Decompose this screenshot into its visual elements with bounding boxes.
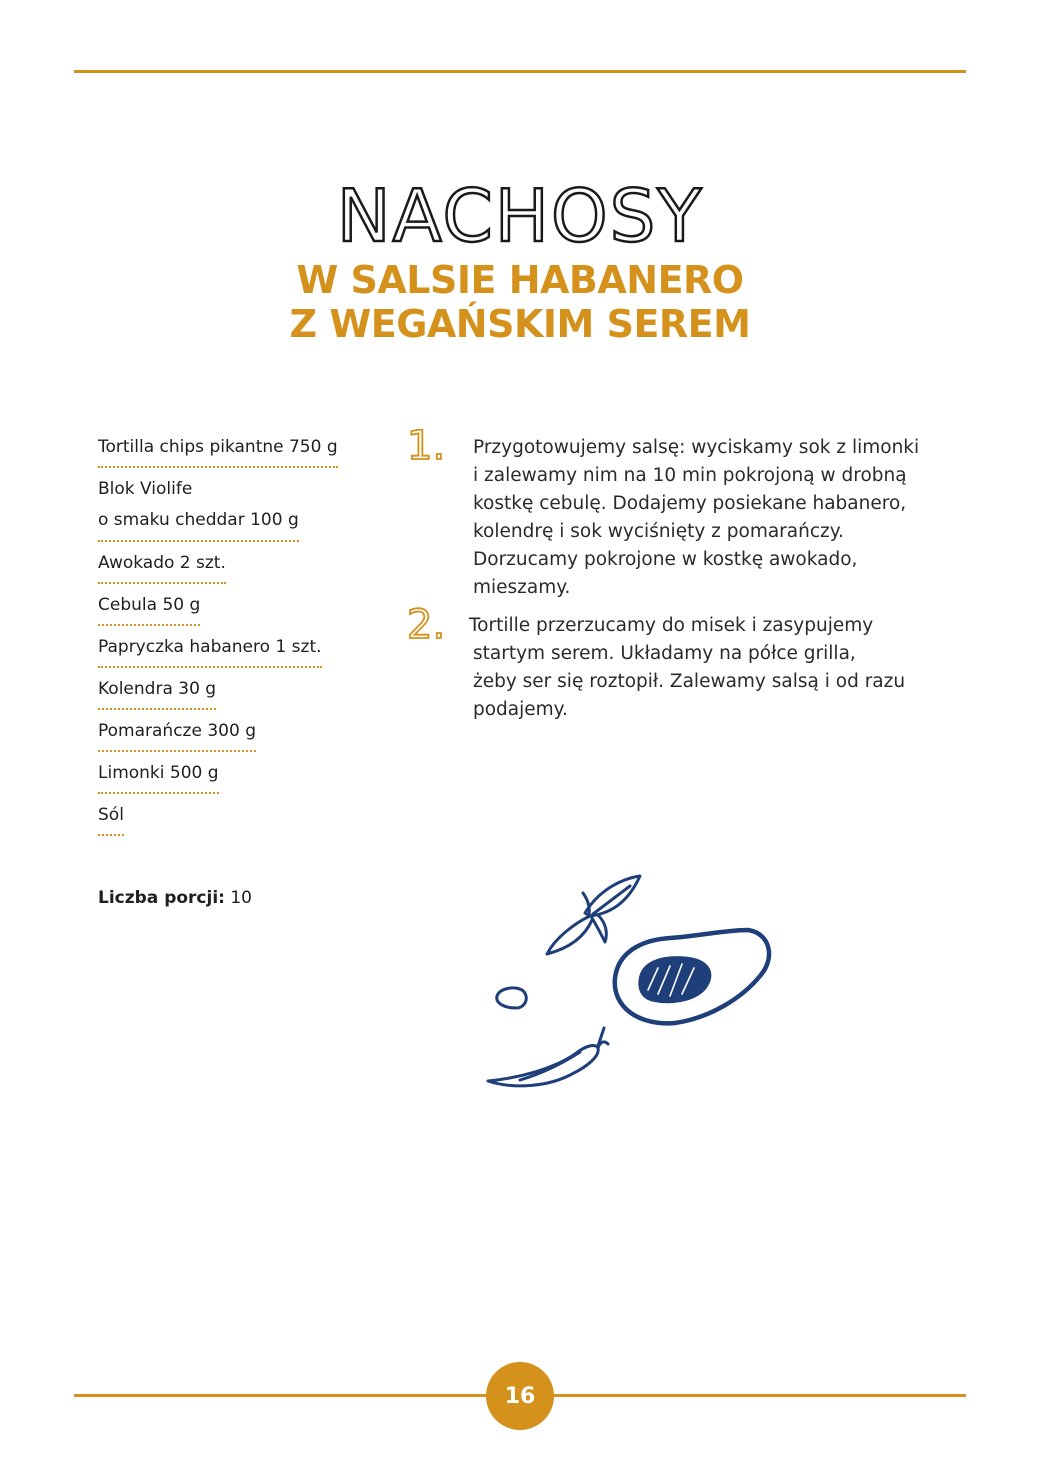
step-line: kostkę cebulę. Dodajemy posiekane habanero, — [473, 493, 907, 514]
ingredient-item: Pomarańcze 300 g — [98, 716, 256, 752]
step-2-text — [469, 612, 929, 724]
step-line: Tortille przerzucamy do misek i zasypujemy — [469, 615, 874, 636]
recipe-subtitle-line-1: W SALSIE HABANERO — [296, 258, 744, 302]
ingredient-item: Papryczka habanero 1 szt. — [98, 632, 322, 668]
step-line: i zalewamy nim na 10 min pokrojoną w drobną — [473, 465, 907, 486]
servings — [98, 884, 252, 912]
recipe-title: NACHOSY — [336, 174, 704, 258]
step-number-1: 1. — [407, 423, 446, 469]
step-line: Przygotowujemy salsę: wyciskamy sok z limonki — [473, 437, 920, 458]
step-line: mieszamy. — [473, 577, 571, 598]
step-number-2: 2. — [407, 602, 446, 648]
ingredient-item-line: o smaku cheddar 100 g — [98, 510, 299, 530]
avocado-icon — [615, 930, 769, 1023]
ingredients-list — [98, 432, 358, 842]
ingredient-item — [98, 474, 299, 542]
ingredient-item-line: Blok Violife — [98, 479, 193, 499]
servings-label: Liczba porcji: — [98, 888, 225, 908]
ingredient-item: Cebula 50 g — [98, 590, 200, 626]
ingredient-item: Limonki 500 g — [98, 758, 219, 794]
servings-value: 10 — [230, 888, 252, 908]
step-line: startym serem. Układamy na półce grilla, — [473, 643, 856, 664]
food-illustration — [480, 868, 790, 1098]
chili-pepper-icon — [488, 1028, 608, 1086]
ingredient-item: Tortilla chips pikantne 750 g — [98, 432, 338, 468]
step-line: Dorzucamy pokrojone w kostkę awokado, — [473, 549, 858, 570]
step-line: kolendrę i sok wyciśnięty z pomarańczy. — [473, 521, 844, 542]
top-divider — [74, 70, 966, 73]
page-number-badge: 16 — [486, 1362, 554, 1430]
step-line: żeby ser się roztopił. Zalewamy salsą i od razu — [473, 671, 906, 692]
ingredient-item: Awokado 2 szt. — [98, 548, 226, 584]
bean-icon — [497, 988, 526, 1008]
step-1-text — [473, 434, 933, 602]
ingredient-item: Sól — [98, 800, 124, 836]
step-line: podajemy. — [473, 699, 568, 720]
recipe-subtitle-line-2: Z WEGAŃSKIM SEREM — [289, 302, 751, 346]
ingredient-item: Kolendra 30 g — [98, 674, 216, 710]
basil-leaves-icon — [547, 876, 640, 954]
